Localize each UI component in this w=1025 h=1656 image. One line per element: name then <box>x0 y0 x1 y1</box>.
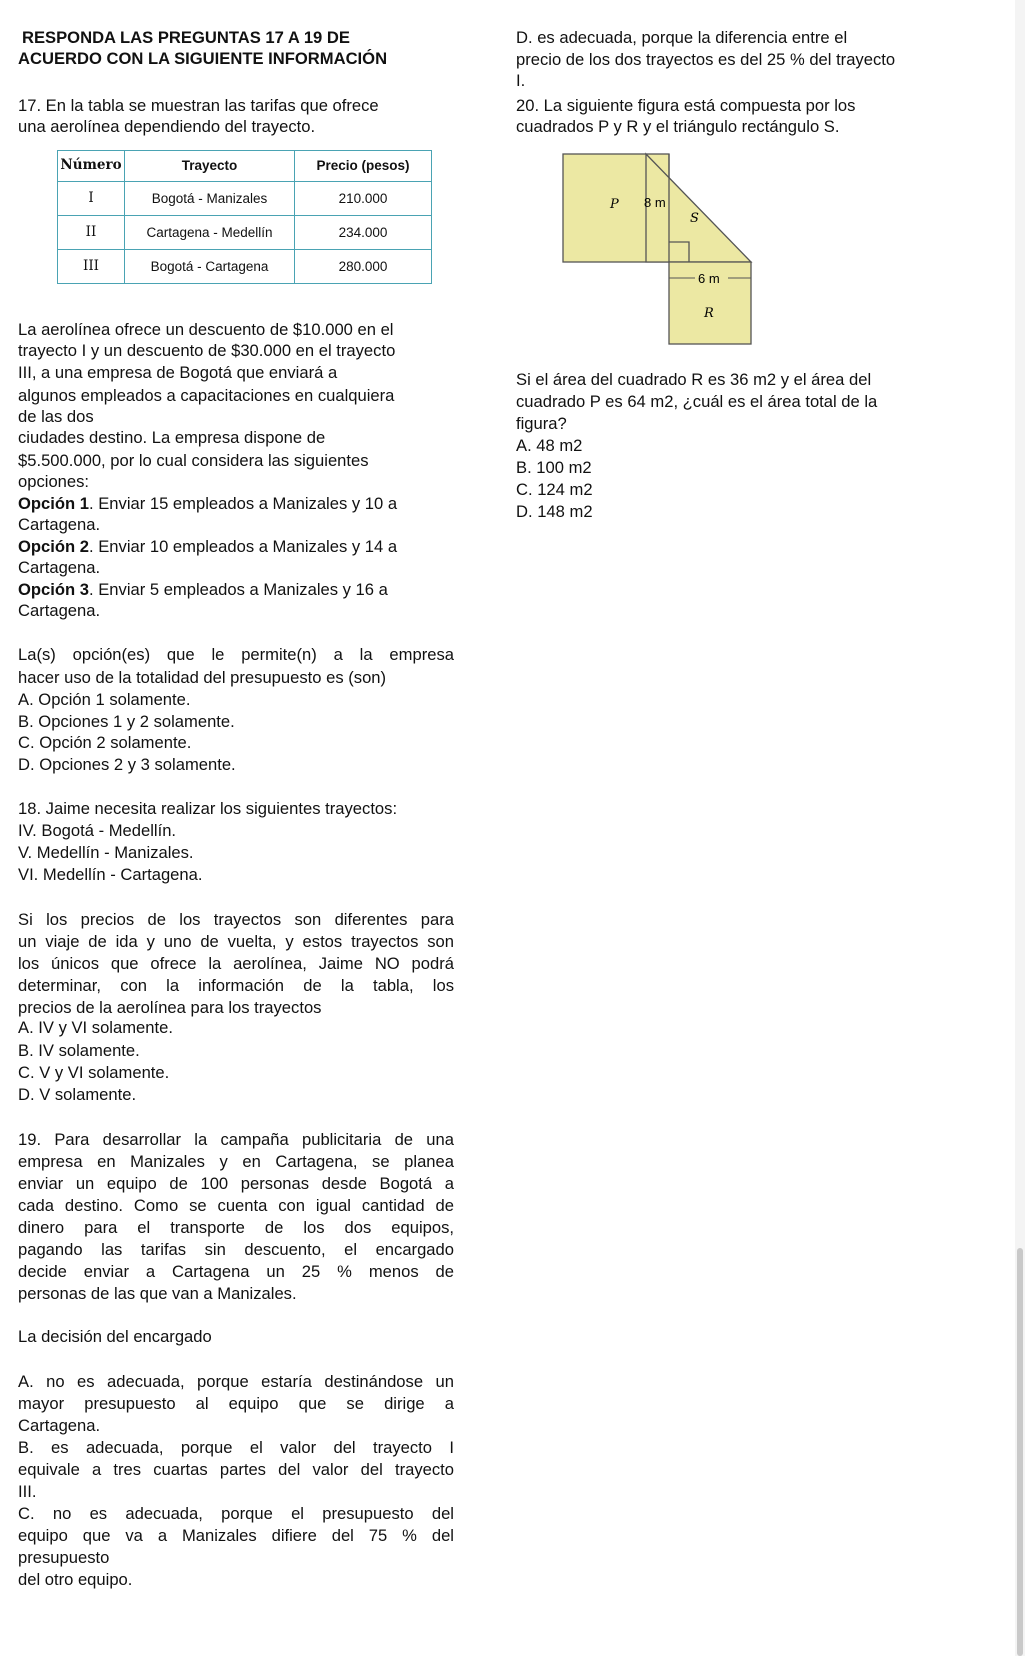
q20-answer-b: B. 100 m2 <box>516 458 592 477</box>
q19-text-line: cada destino. Como se cuenta con igual cantidad de <box>18 1196 454 1215</box>
q19-text-line: dinero para el transporte de los dos equipos, <box>18 1218 454 1237</box>
q17-text-line: trayecto I y un descuento de $30.000 en el trayecto <box>18 341 396 360</box>
q17-intro-line-1: 17. En la tabla se muestran las tarifas que ofrece <box>18 96 379 115</box>
table-header-row <box>58 151 432 182</box>
q18-route-iv: IV. Bogotá - Medellín. <box>18 821 177 840</box>
q17-text-line: algunos empleados a capacitaciones en cualquiera <box>18 386 395 405</box>
q18-text-line: los únicos que ofrece la aerolínea, Jaime NO podrá <box>18 954 454 973</box>
q17-text-line: opciones: <box>18 472 90 491</box>
table-cell-numero: III <box>58 250 125 284</box>
q19-text-line: pagando las tarifas sin descuento, el encargado <box>18 1240 454 1259</box>
q20-question-line: Si el área del cuadrado R es 36 m2 y el área del <box>516 370 872 389</box>
q18-route-v: V. Medellín - Manizales. <box>18 843 194 862</box>
table-row <box>58 250 432 284</box>
column-header-precio: Precio (pesos) <box>295 151 432 182</box>
q18-answer-a: A. IV y VI solamente. <box>18 1018 173 1037</box>
q19-text-line: decide enviar a Cartagena un 25 % menos de <box>18 1262 454 1281</box>
q17-option-3 <box>18 580 388 600</box>
q18-answer-b: B. IV solamente. <box>18 1041 140 1060</box>
q17-text-line: de las dos <box>18 407 94 426</box>
q20-question-line: figura? <box>516 414 567 433</box>
column-header-numero: Número <box>58 151 125 182</box>
q20-answer-d: D. 148 m2 <box>516 502 593 521</box>
table-cell-trayecto: Bogotá - Manizales <box>125 182 295 216</box>
q17-answer-c: C. Opción 2 solamente. <box>18 733 192 752</box>
q17-question-line-2: hacer uso de la totalidad del presupuesto es (son) <box>18 668 387 687</box>
table-row <box>58 216 432 250</box>
table-cell-precio: 210.000 <box>295 182 432 216</box>
section-heading-line-2: ACUERDO CON LA SIGUIENTE INFORMACIÓN <box>18 49 388 68</box>
q20-intro-line-2: cuadrados P y R y el triángulo rectángulo S. <box>516 117 840 136</box>
q20-answer-a: A. 48 m2 <box>516 436 583 455</box>
option-label: Opción 2 <box>18 537 89 556</box>
q17-answer-d: D. Opciones 2 y 3 solamente. <box>18 755 236 774</box>
q17-option-1-cont: Cartagena. <box>18 515 101 534</box>
table-cell-precio: 234.000 <box>295 216 432 250</box>
q18-text-line: un viaje de ida y uno de vuelta, y estos trayectos son <box>18 932 454 951</box>
q19-answer-a-line: mayor presupuesto al equipo que se dirige a <box>18 1394 454 1413</box>
q17-option-2 <box>18 537 397 557</box>
q20-geometry-figure <box>560 150 760 350</box>
q19-answer-d-line: D. es adecuada, porque la diferencia entre el <box>516 28 848 47</box>
q17-intro-line-2: una aerolínea dependiendo del trayecto. <box>18 117 316 136</box>
q19-text-line: enviar un equipo de 100 personas desde Bogotá a <box>18 1174 454 1193</box>
q19-answer-d-line: precio de los dos trayectos es del 25 % del trayecto <box>516 50 896 69</box>
table-cell-numero: I <box>58 182 125 216</box>
q17-text-line: La aerolínea ofrece un descuento de $10.000 en el <box>18 320 394 339</box>
q19-answer-b-line: equivale a tres cuartas partes del valor del trayecto <box>18 1460 454 1479</box>
q20-intro-line-1: 20. La siguiente figura está compuesta por los <box>516 96 856 115</box>
q19-answer-a-line: Cartagena. <box>18 1416 101 1435</box>
option-text: . Enviar 10 empleados a Manizales y 14 a <box>89 537 398 556</box>
table-cell-trayecto: Bogotá - Cartagena <box>125 250 295 284</box>
label-6m: 6 m <box>698 271 720 286</box>
q18-answer-d: D. V solamente. <box>18 1085 137 1104</box>
option-label: Opción 3 <box>18 580 89 599</box>
label-s: S <box>690 211 699 226</box>
scrollbar-thumb[interactable] <box>1017 1248 1023 1656</box>
option-text: . Enviar 15 empleados a Manizales y 10 a <box>89 494 398 513</box>
q17-option-2-cont: Cartagena. <box>18 558 101 577</box>
option-text: . Enviar 5 empleados a Manizales y 16 a <box>89 580 388 599</box>
q19-text-line: empresa en Manizales y en Cartagena, se planea <box>18 1152 454 1171</box>
q19-answer-c-line: C. no es adecuada, porque el presupuesto del <box>18 1504 454 1523</box>
q20-answer-c: C. 124 m2 <box>516 480 593 499</box>
q17-text-line: ciudades destino. La empresa dispone de <box>18 428 326 447</box>
q19-text-line: personas de las que van a Manizales. <box>18 1284 297 1303</box>
column-header-trayecto: Trayecto <box>125 151 295 182</box>
table-cell-trayecto: Cartagena - Medellín <box>125 216 295 250</box>
q17-question-line-1: La(s) opción(es) que le permite(n) a la empresa <box>18 645 454 664</box>
option-label: Opción 1 <box>18 494 89 513</box>
q19-answer-c-line: del otro equipo. <box>18 1570 133 1589</box>
q18-route-vi: VI. Medellín - Cartagena. <box>18 865 203 884</box>
table-row <box>58 182 432 216</box>
q18-answer-c: C. V y VI solamente. <box>18 1063 170 1082</box>
table-cell-precio: 280.000 <box>295 250 432 284</box>
q17-option-1 <box>18 494 397 514</box>
q19-answer-c-line: equipo que va a Manizales difiere del 75 % del <box>18 1526 454 1545</box>
q17-text-line: III, a una empresa de Bogotá que enviará a <box>18 363 338 382</box>
q19-answer-b-line: III. <box>18 1482 37 1501</box>
label-8m: 8 m <box>644 195 666 210</box>
q19-text-line: 19. Para desarrollar la campaña publicitaria de una <box>18 1130 454 1149</box>
q19-answer-a-line: A. no es adecuada, porque estaría destinándose un <box>18 1372 454 1391</box>
q19-answer-b-line: B. es adecuada, porque el valor del trayecto I <box>18 1438 454 1457</box>
fare-table <box>57 150 432 284</box>
q17-text-line: $5.500.000, por lo cual considera las siguientes <box>18 451 369 470</box>
q17-answer-a: A. Opción 1 solamente. <box>18 690 191 709</box>
table-cell-numero: II <box>58 216 125 250</box>
q18-text-line: precios de la aerolínea para los trayectos <box>18 998 322 1017</box>
q18-text-line: determinar, con la información de la tabla, los <box>18 976 454 995</box>
section-heading-line-1: RESPONDA LAS PREGUNTAS 17 A 19 DE <box>22 28 350 47</box>
q17-answer-b: B. Opciones 1 y 2 solamente. <box>18 712 235 731</box>
q17-option-3-cont: Cartagena. <box>18 601 101 620</box>
label-r: R <box>704 306 714 321</box>
q18-text-line: Si los precios de los trayectos son diferentes para <box>18 910 454 929</box>
q19-answer-c-line: presupuesto <box>18 1548 110 1567</box>
q19-prompt: La decisión del encargado <box>18 1327 212 1346</box>
q20-question-line: cuadrado P es 64 m2, ¿cuál es el área total de la <box>516 392 878 411</box>
label-p: P <box>610 197 619 212</box>
q18-intro-line: 18. Jaime necesita realizar los siguientes trayectos: <box>18 799 398 818</box>
q19-answer-d-line: I. <box>516 71 526 90</box>
